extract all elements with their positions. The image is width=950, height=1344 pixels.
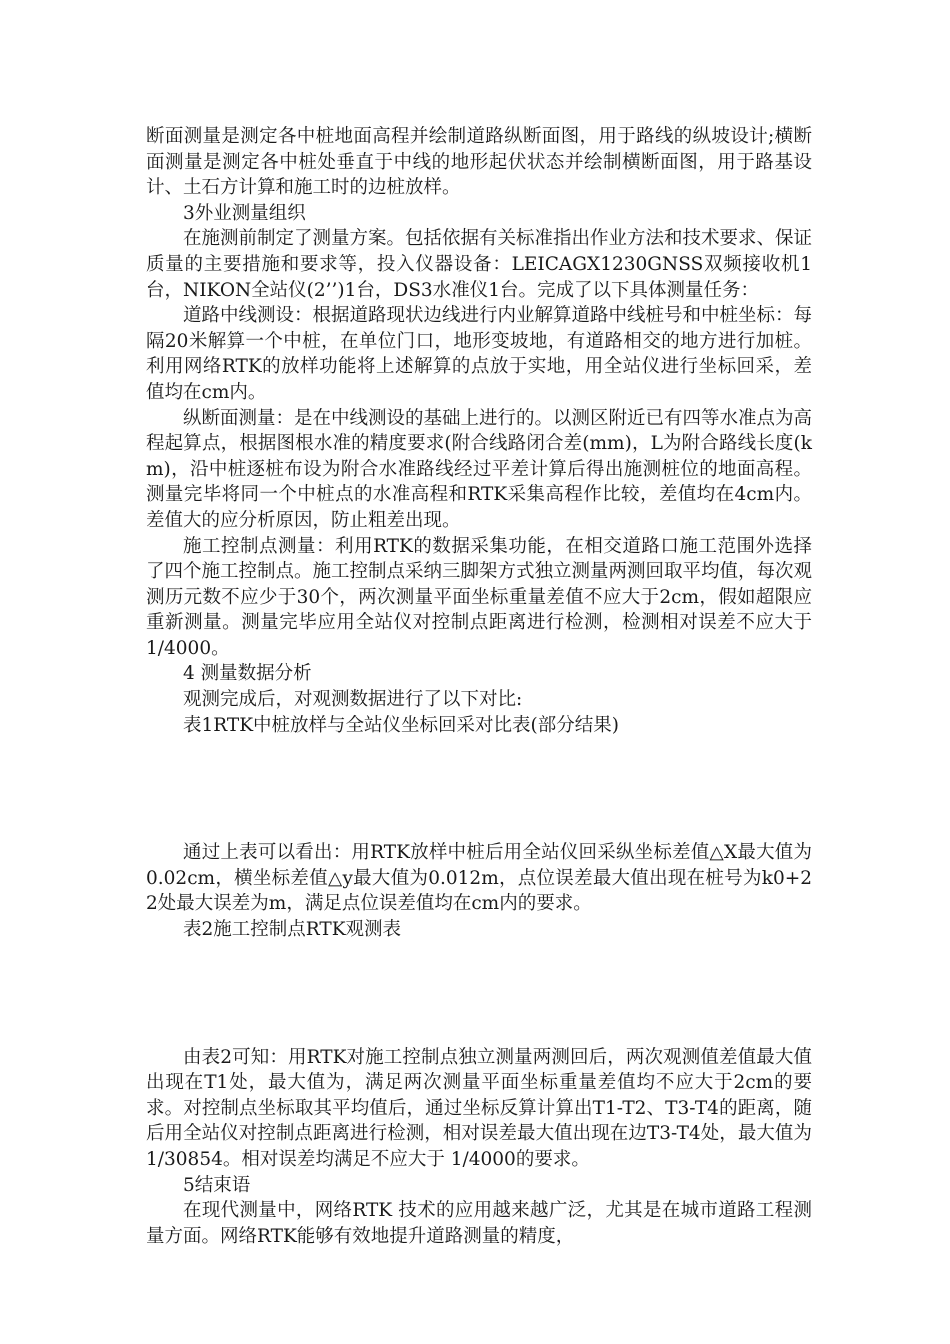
paragraph-table-2-analysis: 由表2可知：用RTK对施工控制点独立测量两测回后，两次观测值差值最大值出现在T1处，最大值为，满足两次测量平面坐标重量差值均不应大于2cm的要求。对控制点坐标取其平均值后，通过坐标反算计算出T1-T2、T3-T4的距离，随后用全站仪对控制点距离进行检测，相对误差最大值出现在边T3-T4处，最大值为1/30854。相对误差均满足不应大于 1/4000的要求。 [146,1046,812,1170]
paragraph-control-point-survey: 施工控制点测量：利用RTK的数据采集功能，在相交道路口施工范围外选择了四个施工控制点。施工控制点采纳三脚架方式独立测量两测回取平均值，每次观测历元数不应少于30个，两次测量平面坐标重量差值不应大于2cm，假如超限应重新测量。测量完毕应用全站仪对控制点距离进行检测，检测相对误差不应大于 1/4000。 [146,535,813,659]
paragraph-table-1-analysis: 通过上表可以看出：用RTK放样中桩后用全站仪回采纵坐标差值△X最大值为0.02cm，横坐标差值△y最大值为0.012m，点位误差最大值出现在桩号为k0+22处最大误差为m，满足点位误差值均在cm内的要求。 [146,842,812,915]
paragraph-survey-plan: 在施测前制定了测量方案。包括依据有关标准指出作业方法和技术要求、保证质量的主要措施和要求等，投入仪器设备：LEICAGX1230GNSS双频接收机1台，NIKON全站仪(2’’)1台，DS3水准仪1台。完成了以下具体测量任务： [146,228,813,301]
heading-data-analysis: 4 测量数据分析 [183,663,312,685]
paragraph-comparison-intro: 观测完成后，对观测数据进行了以下对比: [183,689,523,711]
table-2-caption: 表2施工控制点RTK观测表 [183,919,402,941]
paragraph-profile-survey: 纵断面测量：是在中线测设的基础上进行的。以测区附近已有四等水准点为高程起算点，根据图根水准的精度要求(附合线路闭合差(mm)，L为附合路线长度(km)，沿中桩逐桩布设为附合水准路线经过平差计算后得出施测桩位的地面高程。测量完毕将同一个中桩点的水准高程和RTK采集高程作比较，差值均在4cm内。差值大的应分析原因，防止粗差出现。 [146,407,813,531]
paragraph-section-measurement-intro: 断面测量是测定各中桩地面高程并绘制道路纵断面图，用于路线的纵坡设计;横断面测量是测定各中桩处垂直于中线的地形起伏状态并绘制横断面图，用于路基设计、土石方计算和施工时的边桩放样。 [146,126,812,199]
paragraph-centerline-staking: 道路中线测设：根据道路现状边线进行内业解算道路中线桩号和中桩坐标：每隔20米解算一个中桩，在单位门口，地形变坡地，有道路相交的地方进行加桩。利用网络RTK的放样功能将上述解算的点放于实地，用全站仪进行坐标回采，差值均在cm内。 [146,305,813,403]
table-1-placeholder [146,738,812,840]
paragraph-conclusion: 在现代测量中，网络RTK 技术的应用越来越广泛，尤其是在城市道路工程测量方面。网络RTK能够有效地提升道路测量的精度， [146,1200,812,1247]
table-1-caption: 表1RTK中桩放样与全站仪坐标回采对比表(部分结果) [183,714,619,736]
document-body [146,124,812,1249]
heading-conclusion: 5结束语 [183,1174,251,1196]
table-2-placeholder [146,943,812,1045]
heading-field-organization: 3外业测量组织 [183,202,306,224]
